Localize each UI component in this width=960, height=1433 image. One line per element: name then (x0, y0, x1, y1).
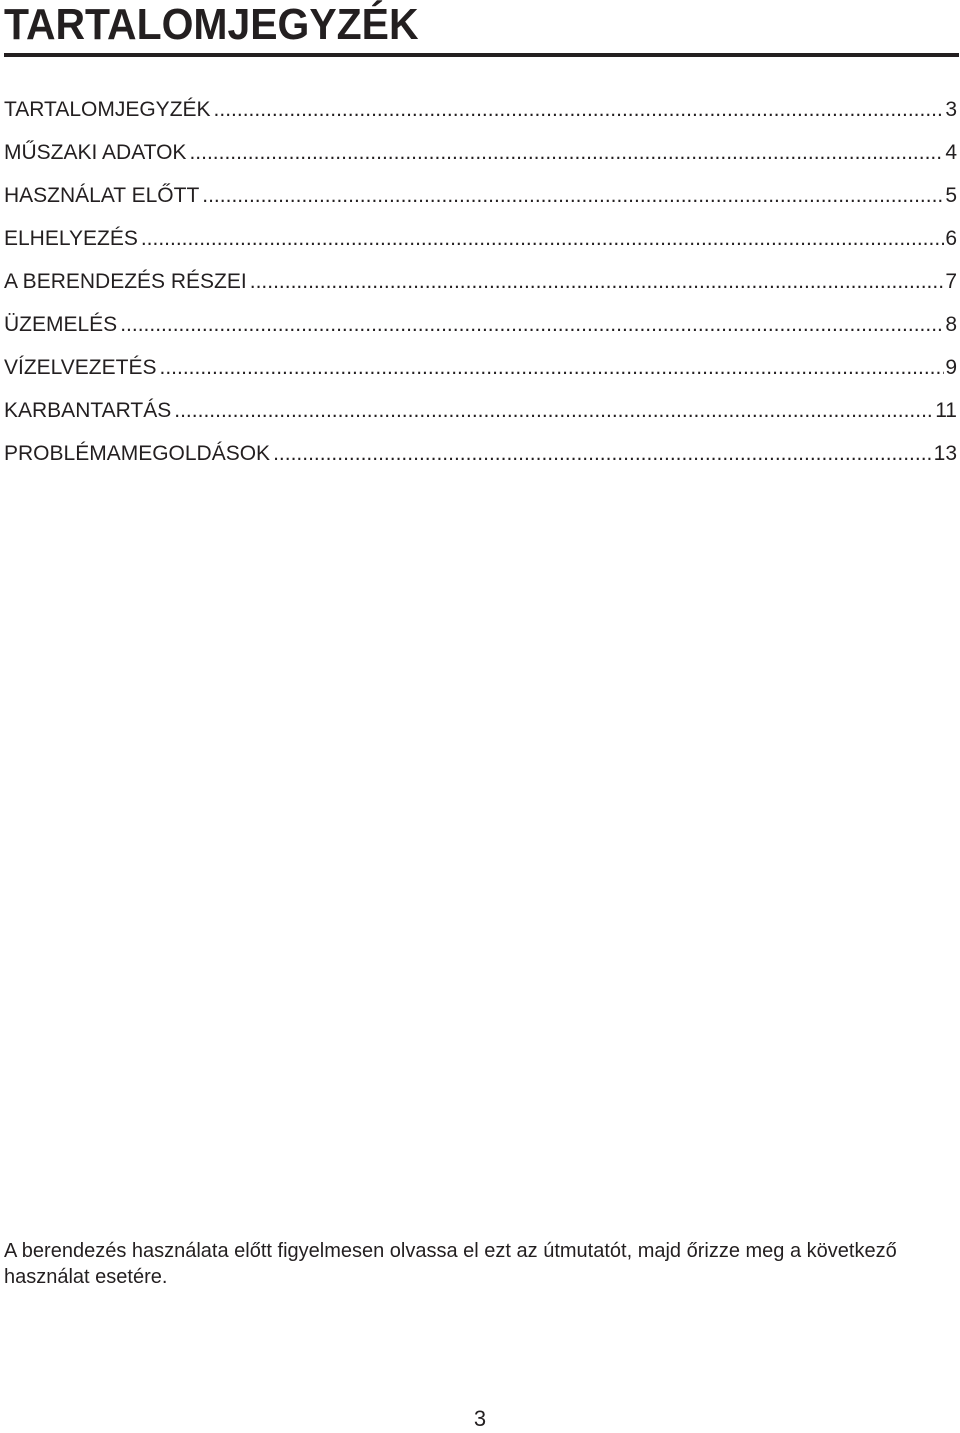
toc-entry-a-berendezes-reszei[interactable] (4, 266, 957, 309)
usage-note: A berendezés használata előtt figyelmesen olvassa el ezt az útmutatót, majd őrizze meg a következő használat esetére. (4, 1240, 897, 1288)
page-title: TARTALOMJEGYZÉK (4, 0, 419, 49)
toc-entry-page: 7 (945, 270, 957, 293)
toc-entry-hasznalat-elott[interactable] (4, 180, 957, 223)
toc-entry-page: 6 (945, 227, 957, 250)
toc-entry-vizelvezetes[interactable] (4, 352, 957, 395)
toc-leader-dots (120, 309, 944, 341)
toc-leader-dots (202, 180, 944, 212)
toc-entry-label: ÜZEMELÉS (4, 313, 118, 336)
toc-entry-label: MŰSZAKI ADATOK (4, 141, 187, 164)
toc-entry-label: HASZNÁLAT ELŐTT (4, 184, 200, 207)
toc-entry-karbantartas[interactable] (4, 395, 957, 438)
toc-leader-dots (189, 137, 944, 169)
toc-entry-muszaki-adatok[interactable] (4, 137, 957, 180)
toc-leader-dots (273, 438, 933, 470)
toc-entry-problemamegoldasok[interactable] (4, 438, 957, 481)
toc-entry-page: 8 (945, 313, 957, 336)
toc-entry-page: 9 (945, 356, 957, 379)
toc-entry-tartalomjegyzek[interactable] (4, 94, 957, 137)
table-of-contents (4, 94, 957, 481)
toc-entry-label: A BERENDEZÉS RÉSZEI (4, 270, 247, 293)
toc-entry-page: 4 (945, 141, 957, 164)
toc-leader-dots (214, 94, 945, 126)
toc-entry-label: VÍZELVEZETÉS (4, 356, 157, 379)
title-underline (4, 53, 959, 57)
toc-entry-label: TARTALOMJEGYZÉK (4, 98, 211, 121)
toc-entry-page: 5 (945, 184, 957, 207)
toc-entry-page: 13 (933, 442, 957, 465)
toc-entry-label: KARBANTARTÁS (4, 399, 172, 422)
toc-entry-uzemeles[interactable] (4, 309, 957, 352)
toc-entry-label: ELHELYEZÉS (4, 227, 138, 250)
toc-entry-elhelyezes[interactable] (4, 223, 957, 266)
page-number: 3 (473, 1406, 487, 1431)
toc-leader-dots (160, 352, 945, 384)
toc-leader-dots (250, 266, 945, 298)
toc-entry-page: 3 (945, 98, 957, 121)
toc-leader-dots (174, 395, 934, 427)
toc-entry-page: 11 (935, 399, 957, 422)
toc-entry-label: PROBLÉMAMEGOLDÁSOK (4, 442, 271, 465)
toc-leader-dots (141, 223, 944, 255)
